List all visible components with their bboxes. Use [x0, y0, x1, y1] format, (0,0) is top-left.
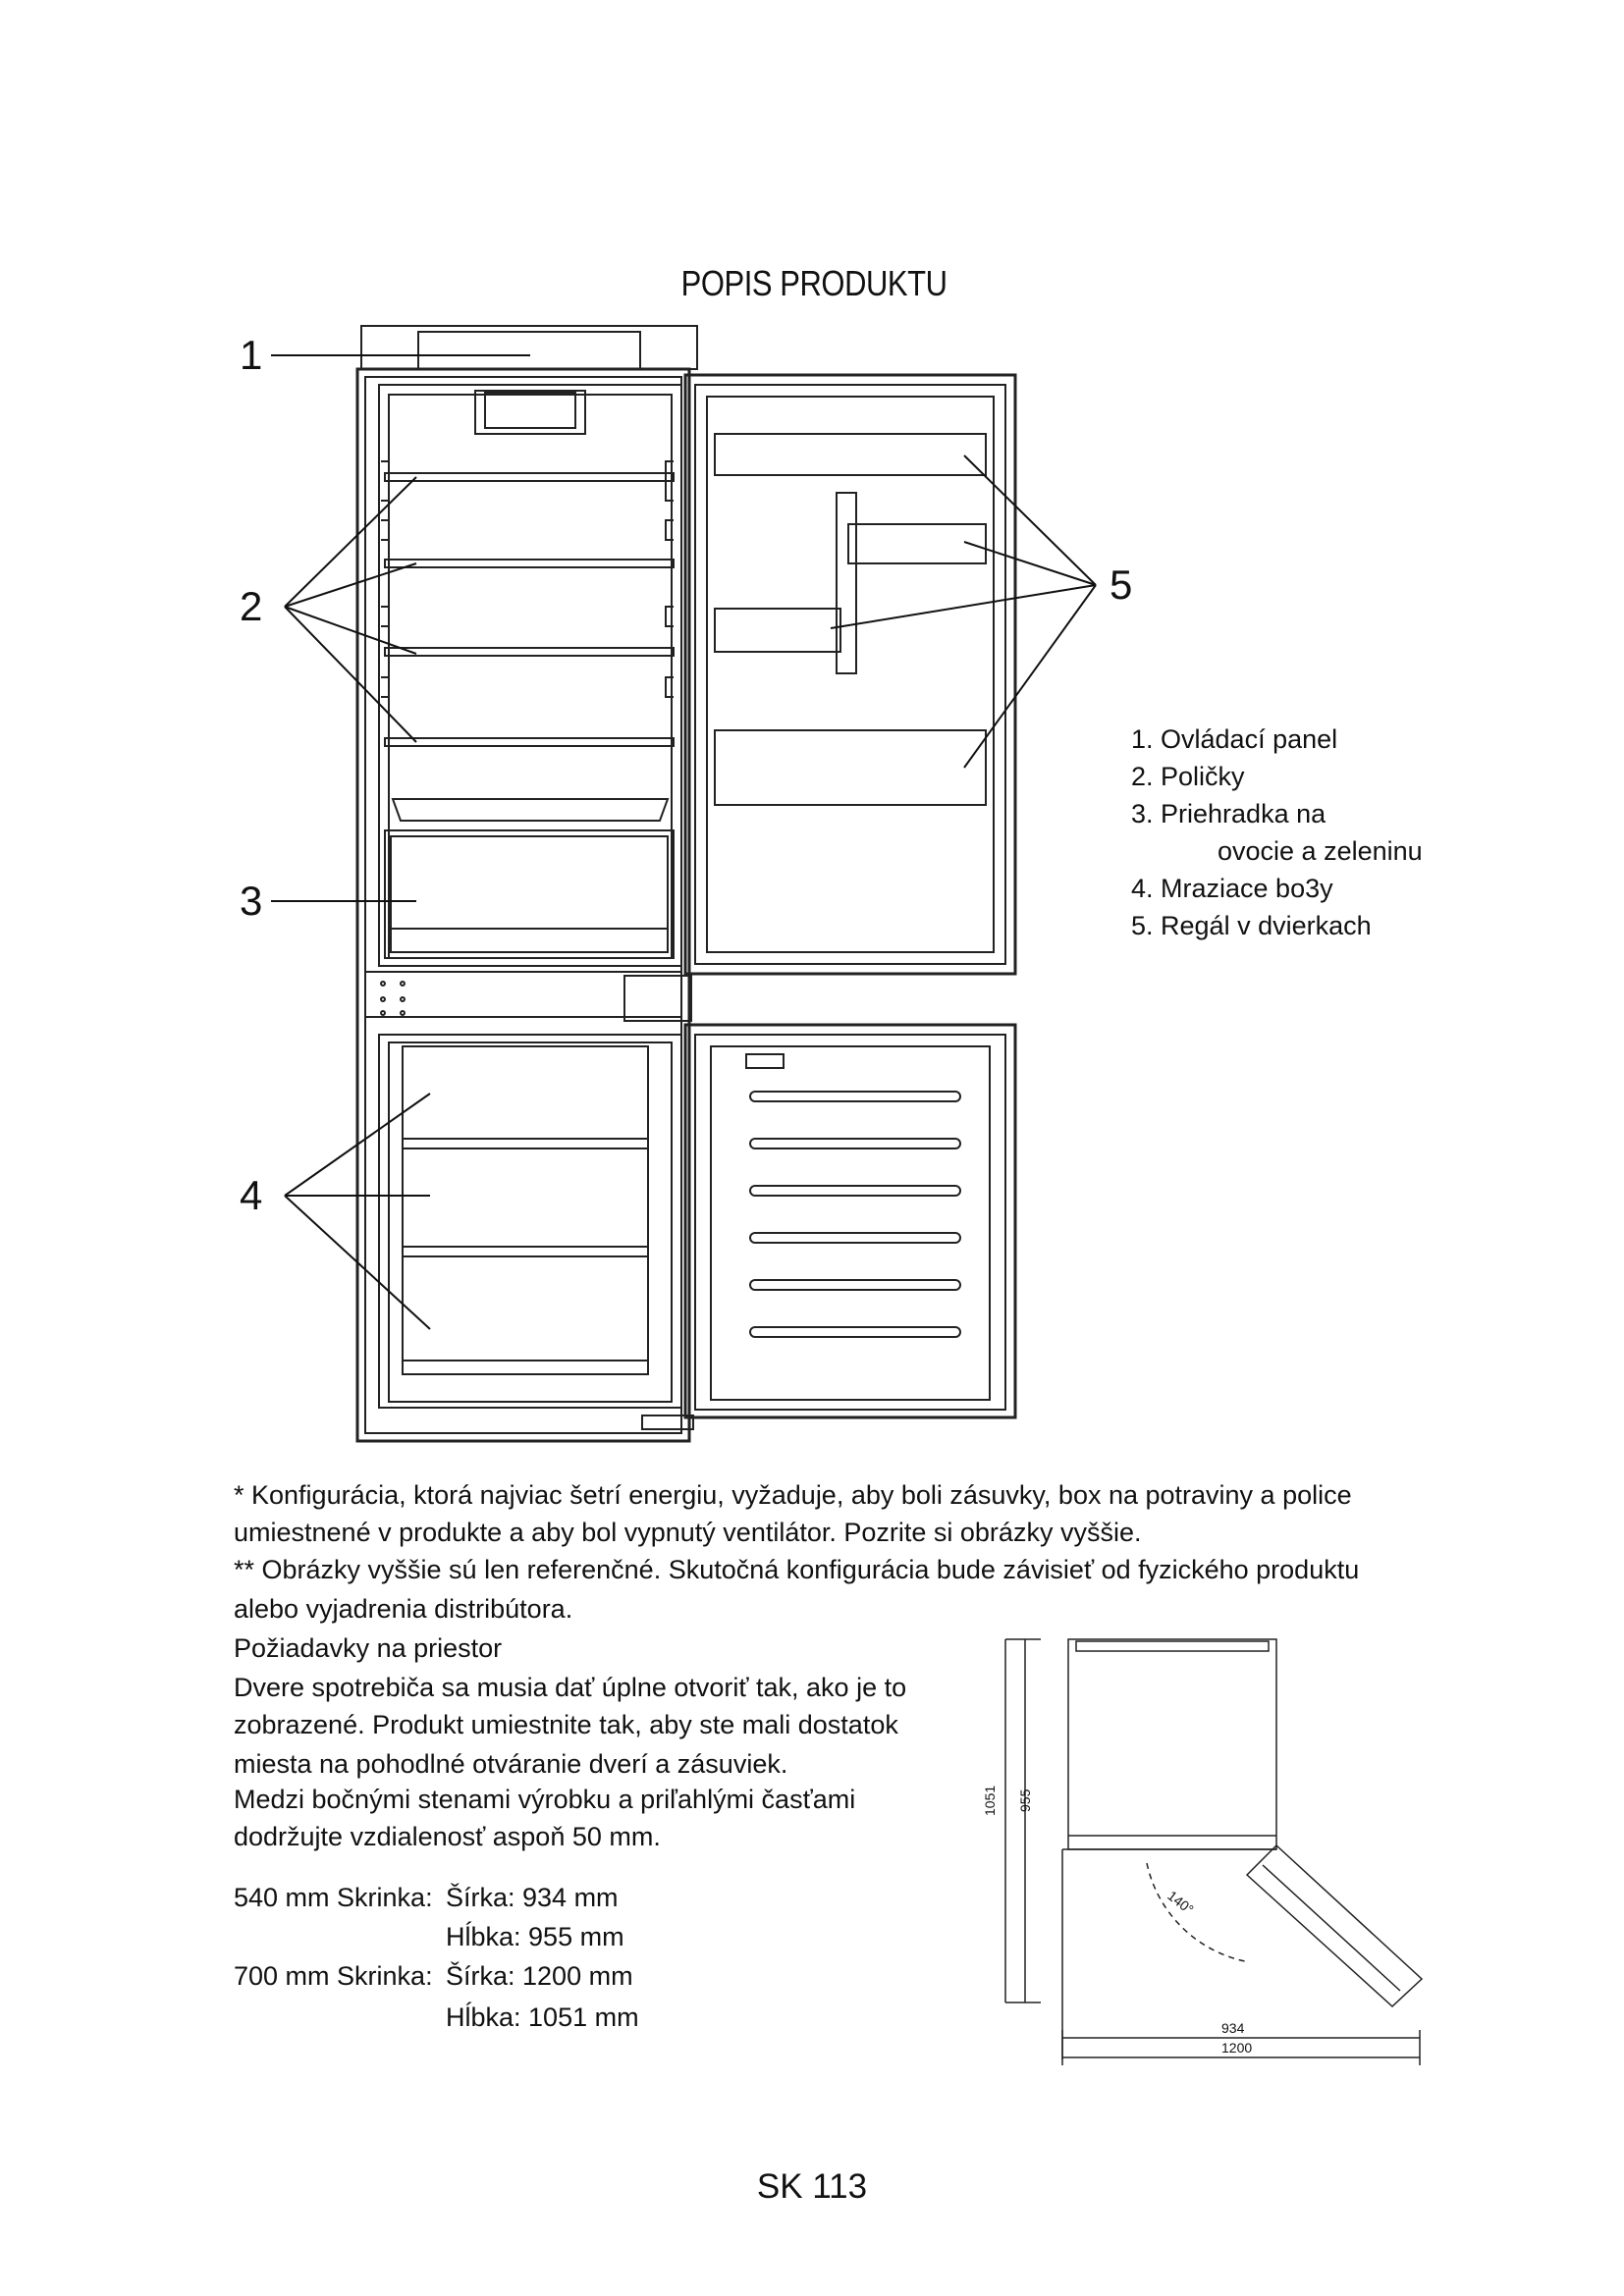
callout-1: 1 — [240, 332, 263, 378]
space-line: Medzi bočnými stenami výrobku a priľahlými časťami — [234, 1785, 856, 1814]
clearance-diagram — [1005, 1639, 1422, 2065]
callout-4: 4 — [240, 1172, 263, 1218]
note-line: * Konfigurácia, ktorá najviac šetrí energiu, vyžaduje, aby boli zásuvky, box na potraviny a police — [234, 1480, 1352, 1510]
legend-item: ovocie a zeleninu — [1218, 836, 1423, 866]
dim-1051-label: 1051 — [982, 1785, 998, 1816]
legend-item: 4. Mraziace bo3y — [1131, 874, 1333, 903]
legend-item: 2. Poličky — [1131, 762, 1245, 791]
callout-5: 5 — [1110, 561, 1133, 608]
space-line: miesta na pohodlné otváranie dverí a zásuviek. — [234, 1749, 788, 1779]
space-line: Dvere spotrebiča sa musia dať úplne otvoriť tak, ako je to — [234, 1673, 907, 1702]
page-title: POPIS PRODUKTU — [680, 263, 947, 303]
cabinet-700-width: Šírka: 1200 mm — [446, 1961, 633, 1991]
parts-legend — [1131, 721, 1423, 944]
cabinet-540-width: Šírka: 934 mm — [446, 1883, 619, 1912]
dim-1200-label: 1200 — [1221, 2040, 1253, 2056]
page-number: SK 113 — [756, 2167, 868, 2206]
legend-item: 5. Regál v dvierkach — [1131, 911, 1372, 940]
note-line: alebo vyjadrenia distribútora. — [234, 1594, 573, 1624]
callout-3: 3 — [240, 878, 263, 924]
angle-label: 140° — [1164, 1887, 1197, 1918]
callout-2: 2 — [240, 583, 263, 629]
leader-2a — [285, 477, 416, 607]
space-heading: Požiadavky na priestor — [234, 1633, 503, 1663]
cabinet-700-depth: Hĺbka: 1051 mm — [446, 2002, 639, 2032]
cabinet-540-label: 540 mm Skrinka: — [234, 1883, 433, 1912]
dim-934-label: 934 — [1221, 2020, 1245, 2036]
leader-5a — [964, 455, 1096, 585]
shelf-group — [385, 473, 674, 746]
space-line: zobrazené. Produkt umiestnite tak, aby ste mali dostatok — [234, 1710, 898, 1739]
dim-955-label: 955 — [1017, 1789, 1033, 1812]
note-line: umiestnené v produkte a aby bol vypnutý ventilátor. Pozrite si obrázky vyššie. — [234, 1518, 1142, 1547]
legend-item: 1. Ovládací panel — [1131, 724, 1338, 754]
cabinet-700-label: 700 mm Skrinka: — [234, 1961, 433, 1991]
space-line: dodržujte vzdialenosť aspoň 50 mm. — [234, 1822, 661, 1851]
legend-item: 3. Priehradka na — [1131, 799, 1326, 828]
note-line: ** Obrázky vyššie sú len referenčné. Skutočná konfigurácia bude závisieť od fyzického produktu — [234, 1555, 1360, 1584]
cabinet-540-depth: Hĺbka: 955 mm — [446, 1922, 624, 1951]
